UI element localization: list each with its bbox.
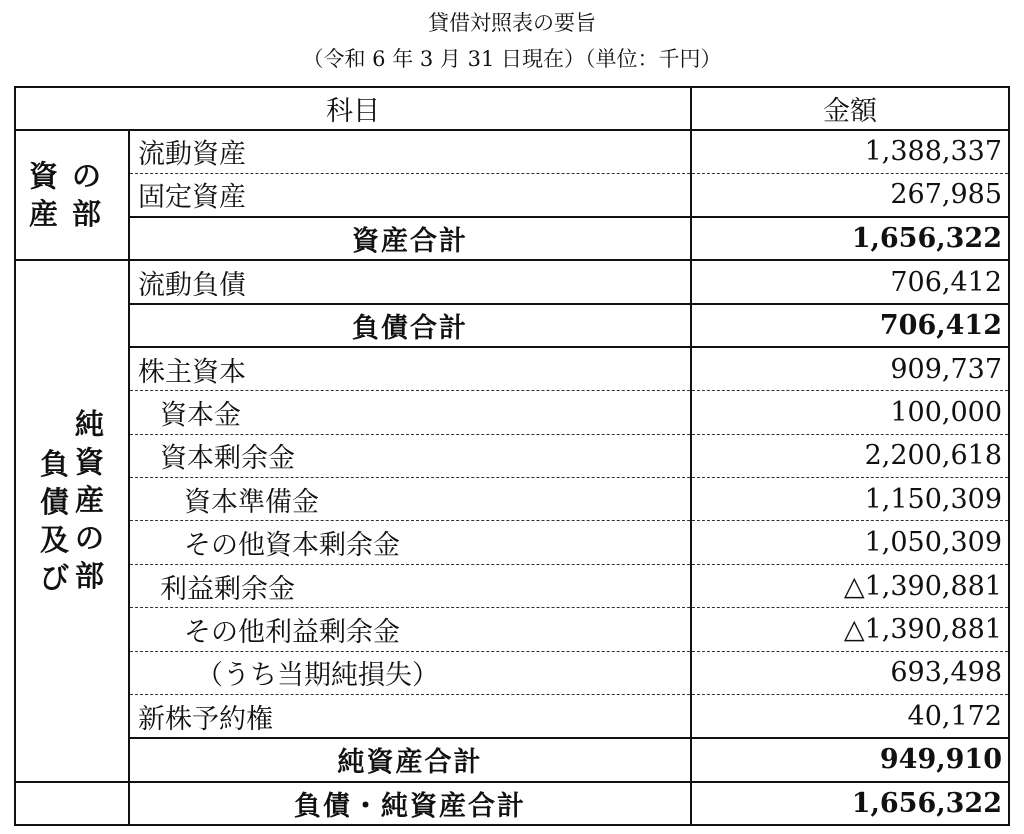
item-amount: 1,050,309 — [691, 521, 1009, 564]
item-amount: △1,390,881 — [691, 608, 1009, 651]
grand-total-blank-cell — [15, 782, 129, 825]
table-row — [15, 651, 1009, 694]
table-row — [15, 130, 1009, 173]
item-label: 資本剰余金 — [129, 434, 691, 477]
grand-total-label: 負債・純資産合計 — [129, 782, 691, 825]
table-row — [15, 391, 1009, 434]
item-amount: 267,985 — [691, 173, 1009, 216]
section-label-assets-line1: 資の — [28, 159, 115, 194]
section-label-assets — [15, 130, 129, 260]
header-amount: 金額 — [691, 87, 1009, 130]
section-label-col-net-assets: 純 資 産 の 部 — [75, 406, 105, 593]
table-row — [15, 434, 1009, 477]
total-row — [15, 304, 1009, 347]
total-liabilities-amount: 706,412 — [691, 304, 1009, 347]
document-subtitle: （令和 6 年 3 月 31 日現在）（単位：千円） — [302, 47, 722, 71]
item-amount: 2,200,618 — [691, 434, 1009, 477]
table-row — [15, 521, 1009, 564]
table-row — [15, 478, 1009, 521]
item-amount: △1,390,881 — [691, 564, 1009, 607]
item-label: 資本準備金 — [129, 478, 691, 521]
document-title: 貸借対照表の要旨 — [428, 11, 596, 35]
table-row — [15, 564, 1009, 607]
table-header-row — [15, 87, 1009, 130]
item-label: （うち当期純損失） — [129, 651, 691, 694]
item-label: 流動資産 — [129, 130, 691, 173]
item-amount: 909,737 — [691, 347, 1009, 390]
item-label: その他利益剰余金 — [129, 608, 691, 651]
table-row — [15, 608, 1009, 651]
header-subject: 科目 — [15, 87, 691, 130]
item-amount: 1,388,337 — [691, 130, 1009, 173]
table-row — [15, 695, 1009, 738]
balance-sheet-table — [14, 86, 1010, 826]
item-label: 流動負債 — [129, 260, 691, 303]
item-label: 資本金 — [129, 391, 691, 434]
item-amount: 693,498 — [691, 651, 1009, 694]
section-label-assets-line2: 産部 — [28, 197, 115, 232]
total-liabilities-label: 負債合計 — [129, 304, 691, 347]
item-amount: 706,412 — [691, 260, 1009, 303]
section-label-liabilities-net-assets — [15, 260, 129, 781]
item-label: 利益剰余金 — [129, 564, 691, 607]
total-row — [15, 217, 1009, 260]
item-amount: 1,150,309 — [691, 478, 1009, 521]
table-row — [15, 347, 1009, 390]
section-label-col-liabilities: 負 債 及 び — [39, 446, 69, 595]
table-row — [15, 260, 1009, 303]
total-assets-amount: 1,656,322 — [691, 217, 1009, 260]
item-label: 固定資産 — [129, 173, 691, 216]
item-label: 新株予約権 — [129, 695, 691, 738]
total-assets-label: 資産合計 — [129, 217, 691, 260]
total-net-assets-label: 純資産合計 — [129, 738, 691, 781]
total-net-assets-amount: 949,910 — [691, 738, 1009, 781]
item-amount: 40,172 — [691, 695, 1009, 738]
grand-total-row — [15, 782, 1009, 825]
item-label: 株主資本 — [129, 347, 691, 390]
item-amount: 100,000 — [691, 391, 1009, 434]
grand-total-amount: 1,656,322 — [691, 782, 1009, 825]
total-row — [15, 738, 1009, 781]
table-row — [15, 173, 1009, 216]
item-label: その他資本剰余金 — [129, 521, 691, 564]
